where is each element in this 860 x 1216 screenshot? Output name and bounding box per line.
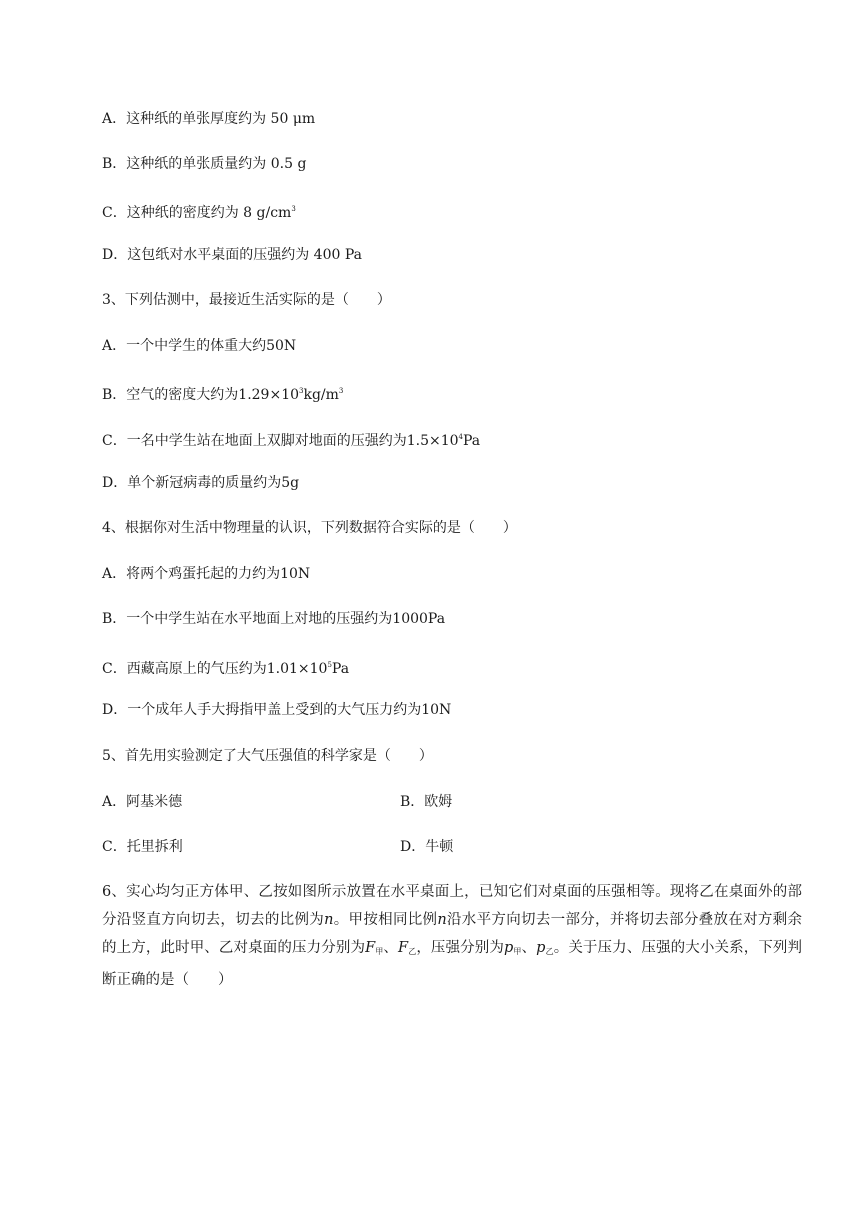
q3-option-c-unit: Pa (463, 433, 481, 449)
q3-option-b-text: B．空气的密度大约为1.29×10 (102, 387, 300, 403)
q6-text-4: ，压强分别为 (416, 940, 505, 956)
q5-option-a: A．阿基米德 (102, 794, 183, 810)
q6-text-1: 6、实心均匀正方体甲、乙按如图所示放置在水平桌面上，已知它们对桌面的压强相等。现将乙在桌面外的部分沿竖直方向切去，切去的比例为 (102, 884, 802, 928)
q6-var-f-jia: F (365, 940, 376, 956)
q6-sep-2: 、 (521, 940, 537, 956)
q2-option-a: A．这种纸的单张厚度约为 50 μm (102, 111, 316, 127)
q6-text-5: 。关于压力、压强的大小关系，下列判断正确的是（ ） (102, 940, 803, 988)
q4-option-c-sup: 5 (327, 661, 332, 669)
q3-option-b-sup2: 3 (338, 387, 344, 395)
q6-var-f-yi: F (398, 940, 409, 956)
q5-option-c: C．托里拆利 (102, 839, 183, 855)
q5-option-b: B．欧姆 (400, 794, 453, 810)
q4-option-c-unit: Pa (331, 661, 350, 677)
q3-option-c (102, 427, 480, 451)
q4-option-c (102, 655, 349, 679)
q2-option-c (102, 199, 296, 223)
q4-option-a: A．将两个鸡蛋托起的力约为10N (102, 566, 311, 582)
q2-option-c-sup: 3 (291, 205, 296, 213)
q3-option-b (102, 381, 343, 405)
q6-stem (102, 878, 802, 994)
q3-option-d: D．单个新冠病毒的质量约为5g (102, 475, 300, 491)
q6-var-n: n (324, 912, 334, 928)
q6-var-n-2: n (437, 912, 447, 928)
q2-option-c-text: C．这种纸的密度约为 8 g/cm (102, 205, 292, 221)
q6-sub-p-yi: 乙 (545, 947, 554, 956)
q6-var-p-jia: p (504, 940, 514, 956)
q6-var-p-yi: p (536, 940, 546, 956)
q3-option-b-unit: kg/m (303, 387, 339, 403)
q6-text-3: 沿水平方向切去一部分，并将切去部分叠放在对方剩余的上方，此时甲、乙对桌面的压力分别为 (102, 912, 803, 956)
q3-option-b-sup1: 3 (299, 387, 304, 395)
q3-option-c-sup: 4 (458, 433, 463, 441)
q3-option-a: A．一个中学生的体重大约50N (102, 338, 297, 354)
q5-stem: 5、首先用实验测定了大气压强值的科学家是（ ） (102, 748, 433, 764)
q2-option-b: B．这种纸的单张质量约为 0.5 g (102, 156, 307, 172)
q3-stem: 3、下列估测中，最接近生活实际的是（ ） (102, 292, 391, 308)
q6-sep-1: 、 (383, 940, 399, 956)
q6-sub-p-jia: 甲 (513, 947, 522, 956)
q2-option-d: D．这包纸对水平桌面的压强约为 400 Pa (102, 247, 362, 263)
q4-option-c-text: C．西藏高原上的气压约为1.01×10 (102, 661, 328, 677)
q4-option-b: B．一个中学生站在水平地面上对地的压强约为1000Pa (102, 611, 446, 627)
q6-text-2: 。甲按相同比例 (333, 912, 438, 928)
q4-option-d: D．一个成年人手大拇指甲盖上受到的大气压力约为10N (102, 702, 452, 718)
q6-sub-yi: 乙 (408, 947, 417, 956)
q3-option-c-text: C．一名中学生站在地面上双脚对地面的压强约为1.5×10 (102, 433, 459, 449)
q6-sub-jia: 甲 (375, 947, 384, 956)
q5-option-d: D．牛顿 (400, 839, 454, 855)
q4-stem: 4、根据你对生活中物理量的认识，下列数据符合实际的是（ ） (102, 520, 517, 536)
